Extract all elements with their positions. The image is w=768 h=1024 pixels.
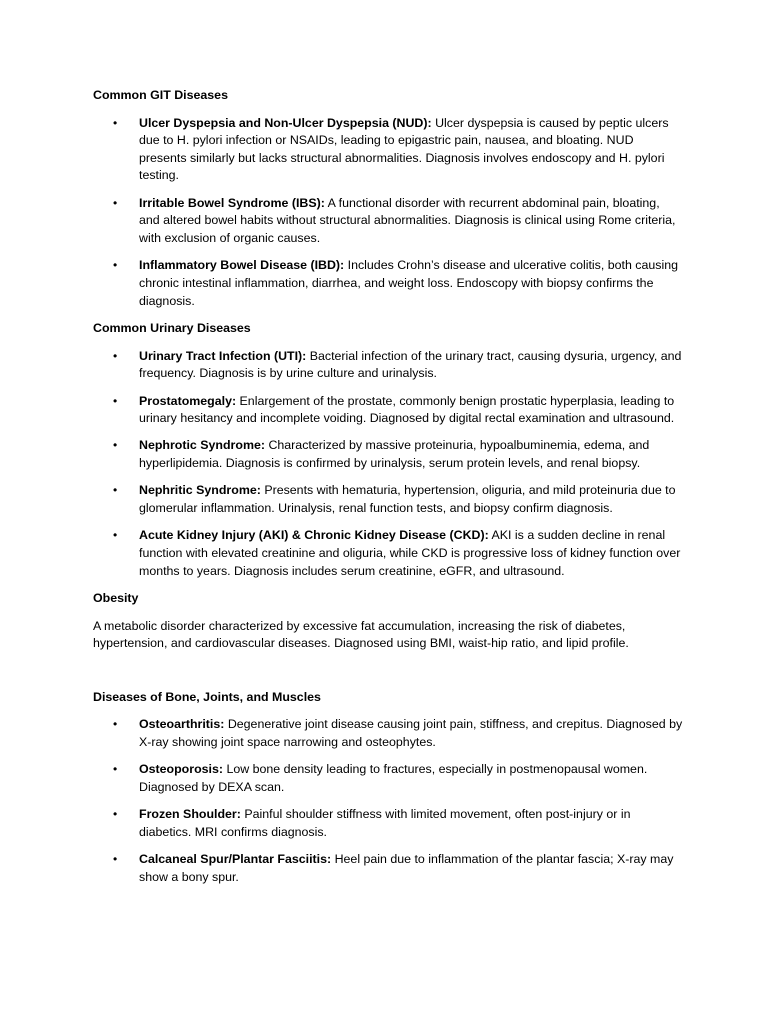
list-item (93, 761, 683, 796)
disease-description: Degenerative joint disease causing joint pain, stiffness, and crepitus. Diagnosed by X-ray showing joint space narrowing and osteophytes. (139, 717, 683, 749)
disease-term: Calcaneal Spur/Plantar Fasciitis: (139, 852, 332, 867)
bullet-icon: • (113, 807, 118, 822)
disease-description: Includes Crohn’s disease and ulcerative colitis, both causing chronic intestinal inflammation, diarrhea, and weight loss. Endoscopy with biopsy confirms the diagnosis. (139, 258, 679, 308)
list-item (93, 482, 683, 517)
disease-term: Urinary Tract Infection (UTI): (139, 348, 307, 363)
bullet-icon: • (113, 393, 118, 408)
list-item (93, 195, 683, 248)
disease-description: Painful shoulder stiffness with limited movement, often post-injury or in diabetics. MRI confirms diagnosis. (139, 807, 631, 839)
disease-description: Presents with hematuria, hypertension, oliguria, and mild proteinuria due to glomerular inflammation. Urinalysis, renal function tests, and biopsy confirm diagnosis. (139, 483, 676, 516)
bullet-icon: • (113, 762, 118, 777)
disease-description: Enlargement of the prostate, commonly benign prostatic hyperplasia, leading to urinary hesitancy and incomplete voiding. Diagnosed by digital rectal examination and ultrasound. (139, 393, 675, 426)
bullet-icon: • (113, 348, 118, 363)
disease-term: Osteoporosis: (139, 762, 223, 777)
disease-term: Prostatomegaly: (139, 393, 237, 408)
bullet-icon: • (113, 438, 118, 453)
bullet-icon: • (113, 528, 118, 543)
disease-term: Nephrotic Syndrome: (139, 438, 265, 453)
obesity-paragraph: A metabolic disorder characterized by excessive fat accumulation, increasing the risk of diabetes, hypertension, and cardiovascular diseases. Diagnosed using BMI, waist-hip ratio, and lipid profile. (93, 618, 629, 651)
list-item (93, 393, 683, 428)
disease-term: Acute Kidney Injury (AKI) & Chronic Kidney Disease (CKD): (139, 528, 489, 543)
list-item (93, 115, 683, 185)
bullet-icon: • (113, 717, 118, 732)
section-heading-git: Common GIT Diseases (93, 88, 228, 102)
list-item (93, 716, 683, 751)
bullet-icon: • (113, 115, 118, 130)
disease-description: Characterized by massive proteinuria, hypoalbuminemia, edema, and hyperlipidemia. Diagnosis is confirmed by urinalysis, serum protein levels, and renal biopsy. (139, 438, 650, 471)
spacer (93, 653, 683, 689)
list-item (93, 257, 683, 310)
disease-term: Irritable Bowel Syndrome (IBS): (139, 195, 325, 210)
bone-disease-list (93, 716, 683, 886)
disease-description: Heel pain due to inflammation of the plantar fascia; X-ray may show a bony spur. (139, 852, 674, 884)
disease-description: AKI is a sudden decline in renal function with elevated creatinine and oliguria, while CKD is progressive loss of kidney function over months to years. Diagnosis includes serum creatinine, eGFR, and ultrasound. (139, 528, 681, 578)
bullet-icon: • (113, 195, 118, 210)
list-item (93, 348, 683, 383)
disease-description: Bacterial infection of the urinary tract, causing dysuria, urgency, and frequency. Diagnosis is by urine culture and urinalysis. (139, 348, 682, 381)
list-item (93, 806, 683, 841)
disease-description: Low bone density leading to fractures, especially in postmenopausal women. Diagnosed by DEXA scan. (139, 762, 648, 794)
section-heading-obesity: Obesity (93, 591, 139, 606)
bullet-icon: • (113, 258, 118, 273)
disease-term: Osteoarthritis: (139, 717, 225, 732)
section-heading-urinary: Common Urinary Diseases (93, 320, 251, 335)
disease-term: Ulcer Dyspepsia and Non-Ulcer Dyspepsia (NUD): (139, 115, 432, 130)
document-body (93, 87, 683, 896)
bullet-icon: • (113, 852, 118, 867)
disease-description: Ulcer dyspepsia is caused by peptic ulcers due to H. pylori infection or NSAIDs, leading to epigastric pain, nausea, and bloating. NUD presents similarly but lacks structural abnormalities. Diagnosis involves endoscopy and H. pylori testing. (139, 115, 669, 183)
disease-term: Inflammatory Bowel Disease (IBD): (139, 258, 345, 273)
disease-term: Nephritic Syndrome: (139, 483, 261, 498)
urinary-disease-list (93, 348, 683, 581)
bullet-icon: • (113, 483, 118, 498)
list-item (93, 851, 683, 886)
disease-description: A functional disorder with recurrent abdominal pain, bloating, and altered bowel habits without structural abnormalities. Diagnosis is clinical using Rome criteria, with exclusion of organic causes. (139, 195, 676, 245)
list-item (93, 437, 683, 472)
list-item (93, 527, 683, 580)
disease-term: Frozen Shoulder: (139, 807, 241, 822)
git-disease-list (93, 115, 683, 311)
section-heading-bone-joints-muscles: Diseases of Bone, Joints, and Muscles (93, 689, 321, 704)
